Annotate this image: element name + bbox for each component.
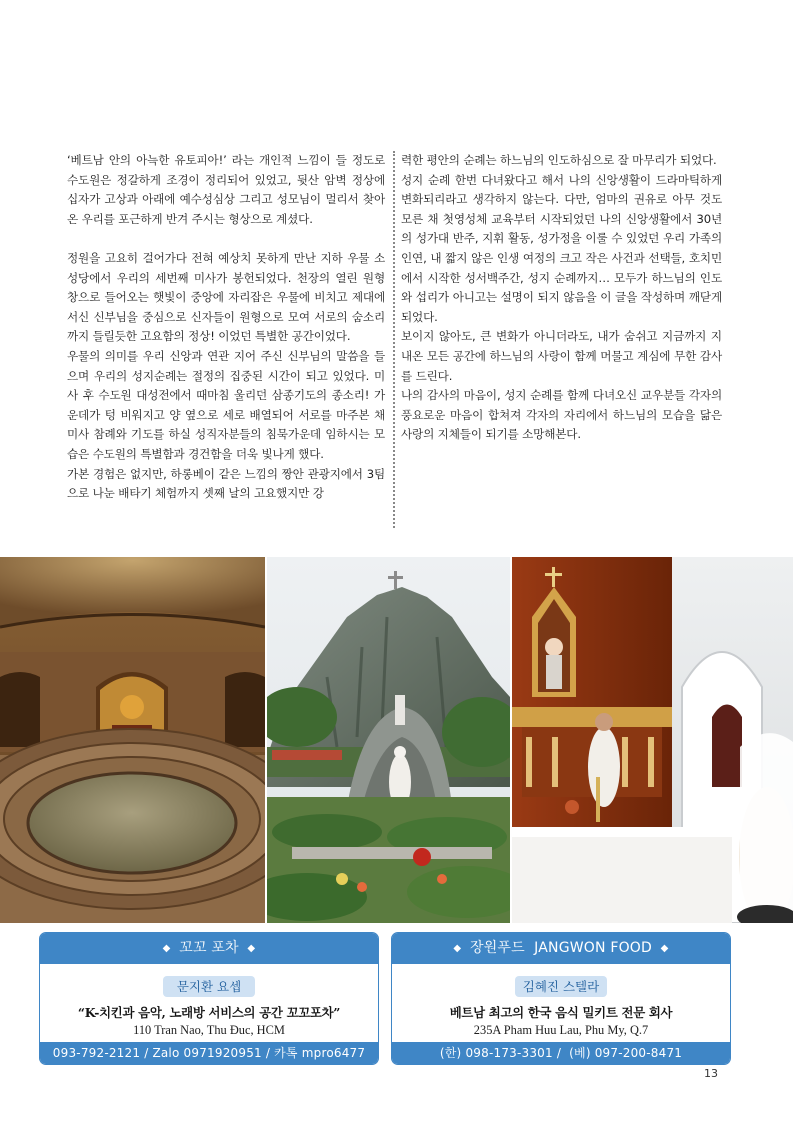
ad-title: 꼬꼬 포차 [179,940,239,956]
ad-header [40,933,378,964]
article-paragraph: 성지 순례 한번 다녀왔다고 해서 나의 신앙생활이 드라마틱하게 변화되리라고 생각하지 않는다. 다만, 엄마의 권유로 아무 것도 모른 채 첫영성체 교육부터 시작되었던 나의 신앙생활에서 30년의 성가대 반주, 지휘 활동, 성가정을 이룰 수 있었던 우리 가족의 인연, 내 짧지 않은 인생 여정의 크고 작은 사건과 선택들, 호치민에서 시작한 성서백주간, 성지 순례까지… 모두가 하느님의 인도와 섭리가 아니고는 설명이 되지 않음을 이 글을 작성하며 깨닫게 되었다. [401,172,722,324]
article-paragraph: 우물의 의미를 우리 신앙과 연관 지어 주신 신부님의 말씀을 들으며 우리의 성지순례는 절정의 집중된 시간이 되고 있었다. 미사 후 수도원 대성전에서 때마침 울리던 삼종기도의 종소리! 가운데가 텅 비워지고 양 옆으로 세로 배열되어 서로를 마주본 채 미사 참례와 기도를 하실 성직자분들의 침묵가운데 임하시는 모습은 수도원의 특별함과 경건함을 더욱 빛나게 했다. [67,348,385,461]
ad-address: 110 Tran Nao, Thu Đuc, HCM [133,1023,285,1037]
ad-box-jangwon-food [391,932,731,1065]
diamond-icon: ◆ [247,943,256,954]
article-paragraph: 력한 평안의 순례는 하느님의 인도하심으로 잘 마무리가 되었다. [401,153,717,167]
diamond-icon: ◆ [453,943,462,954]
ad-box-kkokko-pocha [39,932,379,1065]
ad-title: 장원푸드 JANGWON FOOD [469,940,653,956]
article-column-right [401,151,722,445]
diamond-icon: ◆ [660,943,669,954]
photo-underground-well-chapel [0,557,265,923]
ad-address: 235A Pham Huu Lau, Phu My, Q.7 [473,1023,649,1037]
page-number: 13 [704,1067,718,1080]
photo-church-altar [512,557,793,923]
ad-tagline: “K-치킨과 음악, 노래방 서비스의 공간 꼬꼬포차” [77,1005,341,1020]
article-paragraph: 가본 경험은 없지만, 하롱베이 같은 느낌의 짱안 관광지에서 3팀으로 나눈 배타기 체험까지 셋째 날의 고요했지만 강 [67,466,385,501]
article-paragraph: 보이지 않아도, 큰 변화가 아니더라도, 내가 숨쉬고 지금까지 지내온 모든 공간에 하느님의 사랑이 함께 머물고 계심에 무한 감사를 드린다. [401,329,722,383]
photo-mountain-grotto [267,557,510,923]
article-paragraph: 정원을 고요히 걸어가다 전혀 예상치 못하게 만난 지하 우물 소성당에서 우리의 세번째 미사가 봉헌되었다. 천장의 열린 원형 창으로 들어오는 햇빛이 중앙에 자리잡은 우물에 비치고 제대에 서신 신부님을 중심으로 신자들이 원형으로 모여 서로의 숨소리까지 들릴듯한 고요함의 정상! 이었던 특별한 공간이었다. [67,250,385,344]
ad-phone: (한) 098-173-3301 / (베) 097-200-8471 [392,1042,730,1064]
diamond-icon: ◆ [162,943,171,954]
ad-tagline: 베트남 최고의 한국 음식 밀키트 전문 회사 [449,1005,673,1020]
ad-contact-badge: 김혜진 스텔라 [515,976,607,997]
ad-contact-badge: 문지환 요셉 [163,976,255,997]
article-column-left [67,151,385,504]
column-divider [393,151,395,528]
article-paragraph: ‘베트남 안의 아늑한 유토피아!’ 라는 개인적 느낌이 들 정도로 수도원은 정갈하게 조경이 정리되어 있었고, 뒷산 암벽 정상에 십자가 고상과 아래에 예수성심상 그리고 성모님이 멀리서 찾아온 우리를 포근하게 반겨 주시는 형상으로 계셨다. [67,153,385,226]
ad-header [392,933,730,964]
ad-phone: 093-792-2121 / Zalo 0971920951 / 카톡 mpro6477 [40,1042,378,1064]
article-paragraph: 나의 감사의 마음이, 성지 순례를 함께 다녀오신 교우분들 각자의 풍요로운 마음이 합쳐져 각자의 자리에서 하느님의 모습을 닮은 사랑의 지체들이 되기를 소망해본다. [401,388,722,442]
